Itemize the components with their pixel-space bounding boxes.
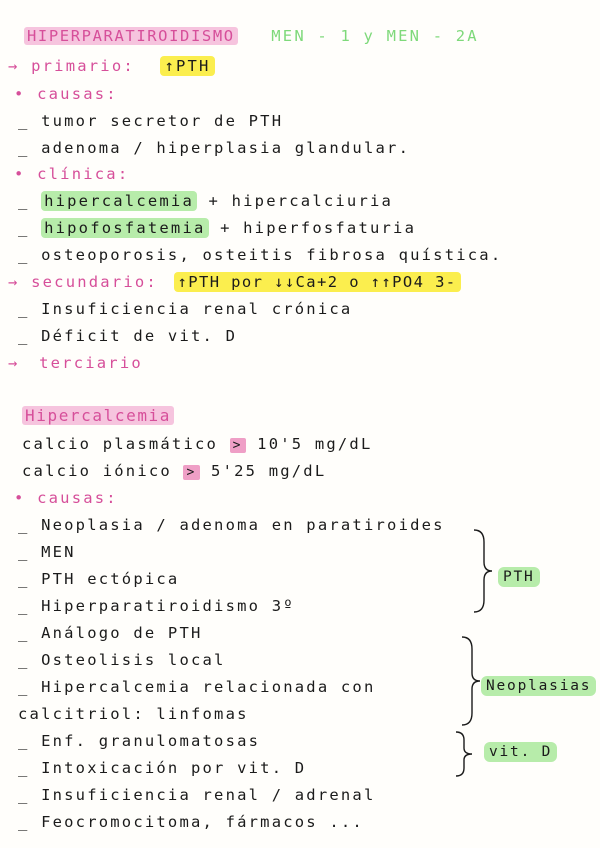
clinica-row	[14, 164, 129, 184]
greater-than-badge: >	[183, 465, 199, 480]
bullet-icon: •	[14, 85, 26, 103]
list-item: _ hipofosfatemia + hiperfosfaturia	[18, 219, 417, 237]
brace-pth	[470, 528, 494, 614]
list-item: _ PTH ectópica	[18, 570, 180, 588]
group-label-pth: PTH	[498, 567, 540, 587]
men-note: MEN - 1 y MEN - 2A	[271, 27, 479, 45]
brace-neoplasias	[456, 635, 482, 727]
arrow-icon: →	[8, 57, 20, 75]
causas-2-label: causas:	[37, 489, 118, 507]
causas-1-row	[14, 84, 118, 104]
causas-1-label: causas:	[37, 85, 118, 103]
list-item: _ Enf. granulomatosas	[18, 732, 261, 750]
list-item: _ Insuficiencia renal / adrenal	[18, 786, 376, 804]
group-label-vitd: vit. D	[484, 742, 557, 762]
list-item: _ osteoporosis, osteitis fibrosa quística.	[18, 246, 503, 264]
list-item: _ Feocromocitoma, fármacos ...	[18, 813, 364, 831]
arrow-icon: →	[8, 354, 20, 372]
calcio-plasmatico-row: calcio plasmático > 10'5 mg/dL	[22, 435, 373, 453]
list-item: _ Déficit de vit. D	[18, 327, 238, 345]
bullet-icon: •	[14, 489, 26, 507]
section-2-title: Hipercalcemia	[22, 406, 174, 425]
list-item: _ Hipercalcemia relacionada con	[18, 678, 376, 696]
secundario-row	[8, 272, 461, 292]
list-item-continued: calcitriol: linfomas	[18, 705, 249, 723]
list-item: _ Análogo de PTH	[18, 624, 203, 642]
list-item: _ Neoplasia / adenoma en paratiroides	[18, 516, 445, 534]
list-item: _ MEN	[18, 543, 76, 561]
list-item: _ Insuficiencia renal crónica	[18, 300, 353, 318]
group-label-neoplasias: Neoplasias	[481, 676, 596, 696]
section-1-title: HIPERPARATIROIDISMO	[24, 27, 238, 45]
section-1-heading-row	[24, 26, 479, 46]
secundario-value: ↑PTH por ↓↓Ca+2 o ↑↑PO4 3-	[174, 272, 461, 292]
secundario-label: secundario:	[31, 273, 158, 291]
terciario-row	[8, 353, 143, 373]
list-item: _ hipercalcemia + hipercalciuria	[18, 192, 394, 210]
bullet-icon: •	[14, 165, 26, 183]
section-2-heading-row	[22, 406, 174, 426]
greater-than-badge: >	[230, 438, 246, 453]
list-item: _ adenoma / hiperplasia glandular.	[18, 139, 411, 157]
clinica-label: clínica:	[37, 165, 130, 183]
brace-vitd	[452, 730, 474, 778]
primario-value: ↑PTH	[160, 56, 214, 76]
primario-label: primario:	[31, 57, 135, 75]
list-item: _ Osteolisis local	[18, 651, 226, 669]
terciario-label: terciario	[39, 354, 143, 372]
list-item: _ Intoxicación por vit. D	[18, 759, 307, 777]
arrow-icon: →	[8, 273, 20, 291]
primario-row	[8, 56, 215, 76]
list-item: _ tumor secretor de PTH	[18, 112, 284, 130]
causas-2-row	[14, 488, 118, 508]
calcio-ionico-row: calcio iónico > 5'25 mg/dL	[22, 462, 327, 480]
list-item: _ Hiperparatiroidismo 3º	[18, 597, 295, 615]
